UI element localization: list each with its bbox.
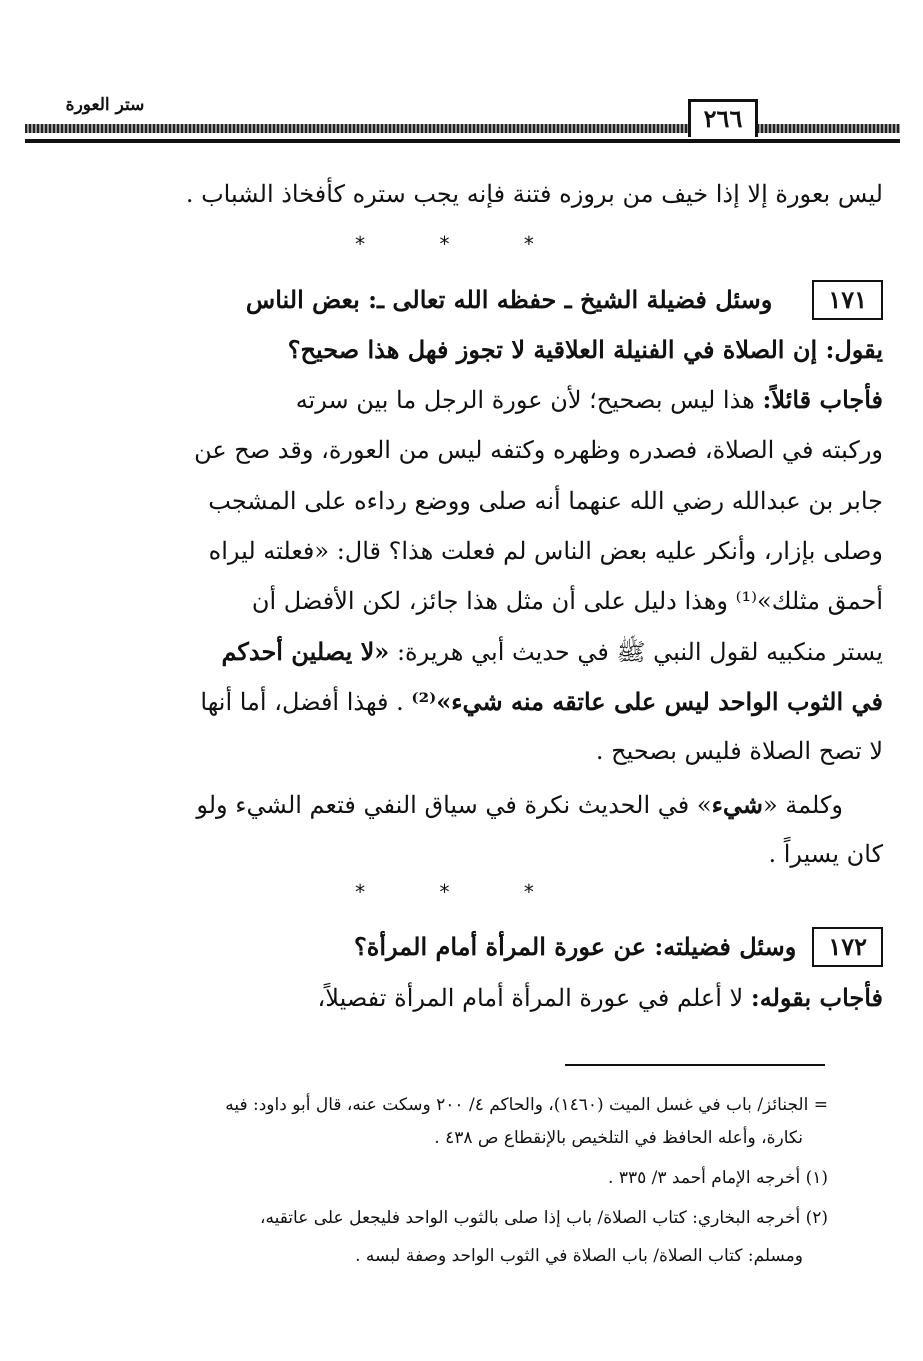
answer-lead: فأجاب قائلاً: (762, 385, 883, 414)
footnote-2-line2: ومسلم: كتاب الصلاة/ باب الصلاة في الثوب الواحد وصفة لبسه . (355, 1246, 803, 1266)
answer-171-line4: وصلى بإزار، وأنكر عليه بعض الناس لم فعلت هذا؟ قال: «فعلته ليراه (208, 537, 883, 565)
answer-171-line1 (53, 385, 883, 414)
answer-171-line3: جابر بن عبدالله رضي الله عنهما أنه صلى ووضع رداءه على المشجب (208, 487, 883, 515)
header-rule (25, 139, 900, 143)
header-decorative-bar (25, 124, 900, 133)
section-separator: * * * (355, 880, 568, 904)
answer-text: هذا ليس بصحيح؛ لأن عورة الرجل ما بين سرته (295, 386, 755, 414)
answer-171-line9 (13, 790, 843, 819)
footnote-1: (١) أخرجه الإمام أحمد ٣/ ٣٣٥ . (608, 1168, 828, 1188)
hadith-quote: في الثوب الواحد ليس على عاتقه منه شيء»⁽²⁾ (411, 687, 883, 716)
section-separator: * * * (355, 232, 568, 256)
footnote-rule (565, 1064, 825, 1066)
question-171-heading (53, 280, 883, 320)
answer-text: لا أعلم في عورة المرأة أمام المرأة تفصيلاً، (317, 984, 744, 1012)
answer-171-line2: وركبته في الصلاة، فصدره وظهره وكتفه ليس من العورة، وقد صح عن (194, 436, 883, 464)
question-171-text: وسئل فضيلة الشيخ ـ حفظه الله تعالى ـ: بعض الناس (245, 285, 773, 314)
answer-171-line8: لا تصح الصلاة فليس بصحيح . (595, 737, 883, 765)
footnote-continuation-line2: نكارة، وأعله الحافظ في التلخيص بالإنقطاع ص ٤٣٨ . (434, 1128, 803, 1148)
question-172-text: وسئل فضيلته: عن عورة المرأة أمام المرأة؟ (354, 932, 797, 961)
footnote-2-line1: (٢) أخرجه البخاري: كتاب الصلاة/ باب إذا صلى بالثوب الواحد فليجعل على عاتقيه، (259, 1208, 828, 1228)
running-title: ستر العورة (65, 95, 145, 115)
answer-171-line7 (53, 687, 883, 716)
question-number-171: ١٧١ (812, 280, 883, 320)
answer-172-line1 (53, 983, 883, 1012)
answer-lead: فأجاب بقوله: (750, 983, 883, 1012)
answer-text: . فهذا أفضل، أما أنها (200, 688, 412, 716)
question-number-172: ١٧٢ (812, 927, 883, 967)
question-171-line2: يقول: إن الصلاة في الفنيلة العلاقية لا تجوز فهل هذا صحيح؟ (287, 335, 883, 364)
answer-171-line6 (53, 637, 883, 672)
page-number: ٢٦٦ (688, 99, 758, 137)
answer-171-line5: أحمق مثلك»⁽¹⁾ وهذا دليل على أن مثل هذا جائز، لكن الأفضل أن (251, 587, 883, 615)
footnote-continuation-line1: = الجنائز/ باب في غسل الميت (١٤٦٠)، والحاكم ٤/ ٢٠٠ وسكت عنه، قال أبو داود: فيه (225, 1095, 828, 1115)
body-line: ليس بعورة إلا إذا خيف من بروزه فتنة فإنه يجب ستره كأفخاذ الشباب . (185, 180, 883, 208)
answer-text: وكلمة « (762, 791, 843, 819)
answer-171-line10: كان يسيراً . (768, 840, 883, 868)
hadith-quote: «لا يصلين أحدكم (221, 637, 390, 666)
answer-text: » في الحديث نكرة في سياق النفي فتعم الشيء ولو (196, 791, 712, 819)
quoted-word: شيء (711, 790, 763, 819)
question-172-heading (53, 927, 883, 967)
answer-text: يستر منكبيه لقول النبي ﷺ في حديث أبي هريرة: (389, 638, 883, 666)
